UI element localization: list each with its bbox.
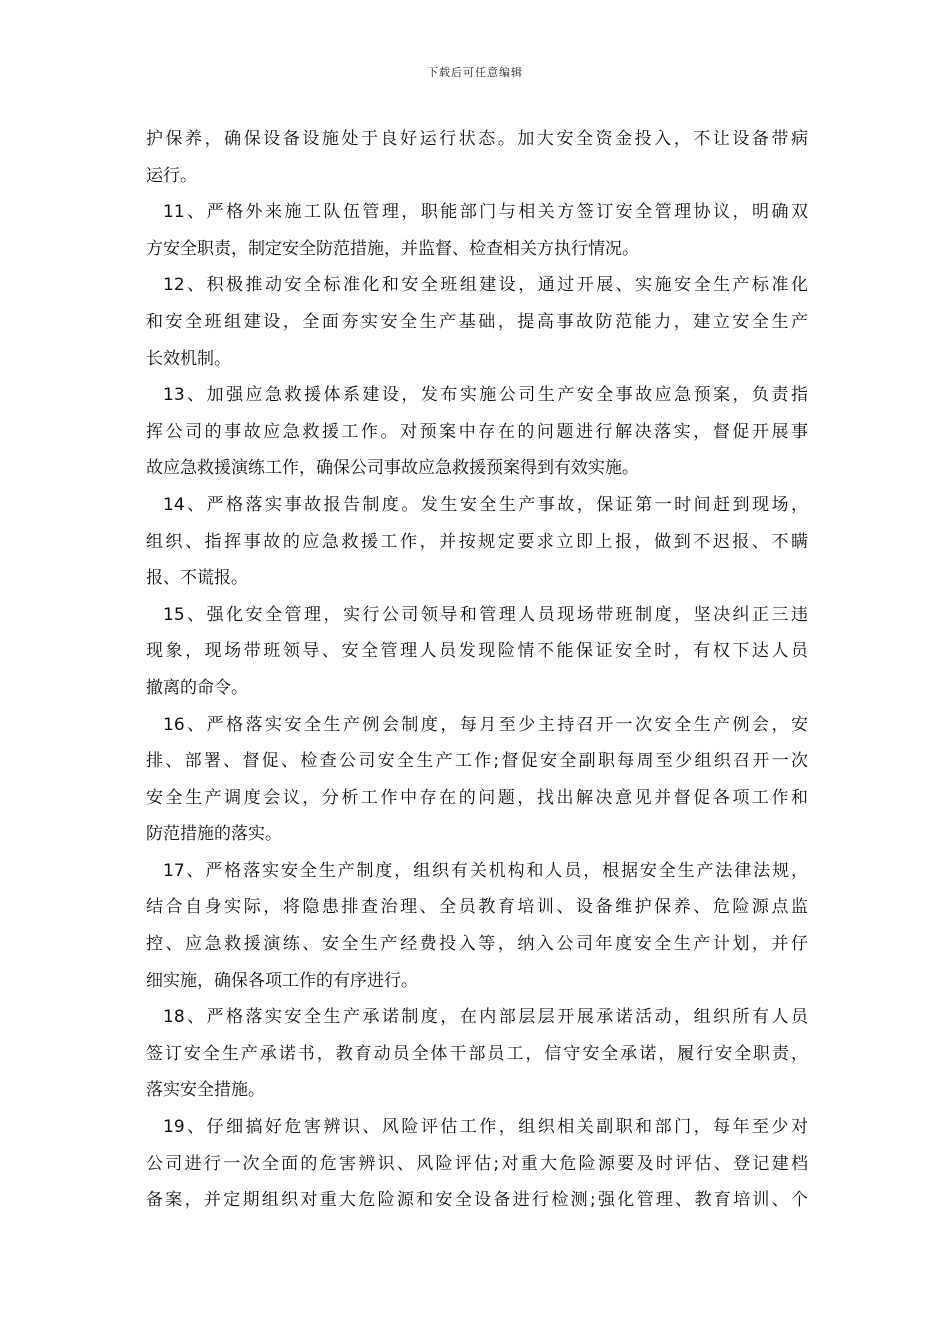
text-line: 结合自身实际，将隐患排查治理、全员教育培训、设备维护保养、危险源点监: [146, 897, 808, 918]
text-line: 挥公司的事故应急救援工作。对预案中存在的问题进行解决落实，督促开展事: [146, 421, 808, 442]
text-line: 长效机制。: [146, 348, 231, 369]
text-line: 签订安全生产承诺书，教育动员全体干部员工，信守安全承诺，履行安全职责，: [146, 1043, 808, 1064]
text-line: 排、部署、督促、检查公司安全生产工作;督促安全副职每周至少组织召开一次: [146, 751, 808, 772]
text-line: 备案，并定期组织对重大危险源和安全设备进行检测;强化管理、教育培训、个: [146, 1190, 808, 1211]
text-line: 报、不谎报。: [146, 568, 248, 589]
text-line: 防范措施的落实。: [146, 824, 282, 845]
text-line: 护保养，确保设备设施处于良好运行状态。加大安全资金投入，不让设备带病: [146, 129, 808, 149]
text-line: 17、严格落实安全生产制度，组织有关机构和人员，根据安全生产法律法规，: [163, 860, 808, 881]
text-line: 18、严格落实安全生产承诺制度，在内部层层开展承诺活动，组织所有人员: [163, 1007, 808, 1028]
text-line: 19、仔细搞好危害辨识、风险评估工作，组织相关副职和部门，每年至少对: [163, 1117, 808, 1138]
text-line: 和安全班组建设，全面夯实安全生产基础，提高事故防范能力，建立安全生产: [146, 311, 808, 332]
text-line: 16、严格落实安全生产例会制度，每月至少主持召开一次安全生产例会，安: [163, 714, 808, 735]
text-line: 方安全职责，制定安全防范措施，并监督、检查相关方执行情况。: [146, 238, 639, 259]
text-line: 控、应急救援演练、安全生产经费投入等，纳入公司年度安全生产计划，并仔: [146, 934, 808, 955]
text-line: 安全生产调度会议，分析工作中存在的问题，找出解决意见并督促各项工作和: [146, 787, 808, 808]
text-line: 15、强化安全管理，实行公司领导和管理人员现场带班制度，坚决纠正三违: [163, 604, 808, 625]
text-line: 故应急救援演练工作，确保公司事故应急救援预案得到有效实施。: [146, 458, 639, 479]
text-line: 落实安全措施。: [146, 1080, 265, 1101]
text-line: 细实施，确保各项工作的有序进行。: [146, 970, 418, 991]
text-line: 撤离的命令。: [146, 677, 248, 698]
text-line: 14、严格落实事故报告制度。发生安全生产事故，保证第一时间赶到现场，: [163, 494, 808, 515]
page-header: 下载后可任意编辑: [427, 66, 523, 79]
text-line: 公司进行一次全面的危害辨识、风险评估;对重大危险源要及时评估、登记建档: [146, 1153, 808, 1174]
text-line: 13、加强应急救援体系建设，发布实施公司生产安全事故应急预案，负责指: [163, 385, 808, 406]
document-body: [146, 121, 808, 1219]
text-line: 运行。: [146, 165, 197, 186]
text-line: 11、严格外来施工队伍管理，职能部门与相关方签订安全管理协议，明确双: [163, 202, 808, 223]
text-line: 现象，现场带班领导、安全管理人员发现险情不能保证安全时，有权下达人员: [146, 641, 808, 662]
text-line: 12、积极推动安全标准化和安全班组建设，通过开展、实施安全生产标准化: [163, 275, 808, 296]
text-line: 组织、指挥事故的应急救援工作，并按规定要求立即上报，做到不迟报、不瞒: [146, 531, 808, 552]
